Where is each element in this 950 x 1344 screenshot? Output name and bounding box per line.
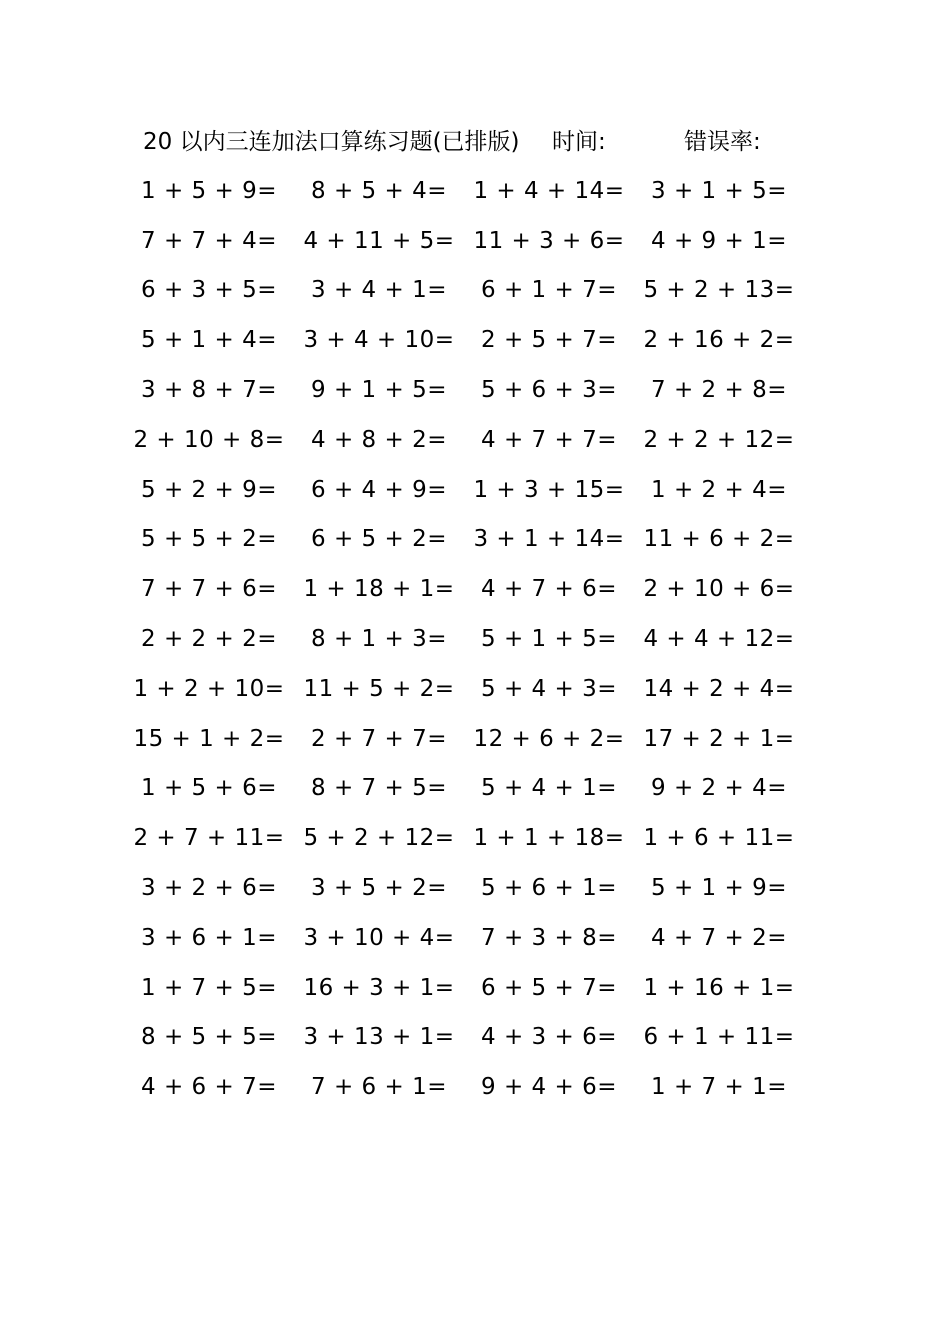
addition-problem: 4 + 9 + 1= — [651, 227, 787, 254]
addition-problem: 1 + 7 + 1= — [651, 1074, 787, 1101]
addition-problem: 1 + 3 + 15= — [473, 476, 625, 503]
problem-row — [124, 1062, 804, 1112]
addition-problem: 4 + 7 + 6= — [481, 576, 617, 603]
addition-problem: 11 + 6 + 2= — [643, 526, 795, 553]
addition-problem: 5 + 4 + 1= — [481, 775, 617, 802]
addition-problem: 6 + 3 + 5= — [141, 277, 277, 304]
problem-row — [124, 1013, 804, 1063]
addition-problem: 3 + 8 + 7= — [141, 377, 277, 404]
addition-problem: 5 + 2 + 13= — [643, 277, 795, 304]
addition-problem: 6 + 5 + 7= — [481, 974, 617, 1001]
addition-problem: 2 + 5 + 7= — [481, 327, 617, 354]
time-label: 时间: — [552, 129, 606, 155]
addition-problem: 5 + 6 + 1= — [481, 875, 617, 902]
addition-problem: 1 + 16 + 1= — [643, 974, 795, 1001]
problem-row — [124, 166, 804, 216]
worksheet-header — [143, 122, 783, 162]
addition-problem: 5 + 5 + 2= — [141, 526, 277, 553]
addition-problem: 5 + 1 + 4= — [141, 327, 277, 354]
addition-problem: 2 + 2 + 12= — [643, 426, 795, 453]
addition-problem: 6 + 1 + 7= — [481, 277, 617, 304]
problem-row — [124, 863, 804, 913]
addition-problem: 2 + 7 + 7= — [311, 725, 447, 752]
addition-problem: 2 + 7 + 11= — [133, 825, 285, 852]
addition-problem: 2 + 16 + 2= — [643, 327, 795, 354]
addition-problem: 7 + 7 + 4= — [141, 227, 277, 254]
addition-problem: 1 + 5 + 6= — [141, 775, 277, 802]
addition-problem: 4 + 8 + 2= — [311, 426, 447, 453]
addition-problem: 3 + 10 + 4= — [303, 924, 455, 951]
addition-problem: 14 + 2 + 4= — [643, 675, 795, 702]
addition-problem: 4 + 7 + 7= — [481, 426, 617, 453]
problem-row — [124, 216, 804, 266]
addition-problem: 3 + 6 + 1= — [141, 924, 277, 951]
addition-problem: 9 + 2 + 4= — [651, 775, 787, 802]
addition-problem: 7 + 7 + 6= — [141, 576, 277, 603]
addition-problem: 2 + 2 + 2= — [141, 626, 277, 653]
addition-problem: 1 + 1 + 18= — [473, 825, 625, 852]
problem-row — [124, 714, 804, 764]
addition-problem: 1 + 2 + 4= — [651, 476, 787, 503]
problem-row — [124, 564, 804, 614]
addition-problem: 15 + 1 + 2= — [133, 725, 285, 752]
worksheet-title: 20 以内三连加法口算练习题(已排版) — [143, 129, 520, 155]
addition-problem: 11 + 3 + 6= — [473, 227, 625, 254]
problem-row — [124, 365, 804, 415]
problem-row — [124, 913, 804, 963]
problem-grid — [124, 166, 804, 1112]
problem-row — [124, 415, 804, 465]
addition-problem: 7 + 2 + 8= — [651, 377, 787, 404]
problem-row — [124, 614, 804, 664]
addition-problem: 3 + 1 + 14= — [473, 526, 625, 553]
addition-problem: 11 + 5 + 2= — [303, 675, 455, 702]
addition-problem: 5 + 1 + 9= — [651, 875, 787, 902]
addition-problem: 6 + 5 + 2= — [311, 526, 447, 553]
addition-problem: 16 + 3 + 1= — [303, 974, 455, 1001]
addition-problem: 3 + 5 + 2= — [311, 875, 447, 902]
problem-row — [124, 664, 804, 714]
addition-problem: 9 + 4 + 6= — [481, 1074, 617, 1101]
addition-problem: 3 + 4 + 1= — [311, 277, 447, 304]
addition-problem: 1 + 7 + 5= — [141, 974, 277, 1001]
addition-problem: 17 + 2 + 1= — [643, 725, 795, 752]
problem-row — [124, 515, 804, 565]
error-rate-label: 错误率: — [684, 129, 761, 155]
addition-problem: 4 + 3 + 6= — [481, 1024, 617, 1051]
problem-row — [124, 963, 804, 1013]
addition-problem: 3 + 2 + 6= — [141, 875, 277, 902]
addition-problem: 1 + 4 + 14= — [473, 177, 625, 204]
addition-problem: 2 + 10 + 8= — [133, 426, 285, 453]
addition-problem: 7 + 3 + 8= — [481, 924, 617, 951]
addition-problem: 3 + 1 + 5= — [651, 177, 787, 204]
addition-problem: 4 + 6 + 7= — [141, 1074, 277, 1101]
addition-problem: 8 + 5 + 4= — [311, 177, 447, 204]
addition-problem: 6 + 1 + 11= — [643, 1024, 795, 1051]
addition-problem: 5 + 1 + 5= — [481, 626, 617, 653]
addition-problem: 8 + 5 + 5= — [141, 1024, 277, 1051]
addition-problem: 1 + 6 + 11= — [643, 825, 795, 852]
addition-problem: 9 + 1 + 5= — [311, 377, 447, 404]
problem-row — [124, 266, 804, 316]
problem-row — [124, 813, 804, 863]
addition-problem: 7 + 6 + 1= — [311, 1074, 447, 1101]
addition-problem: 1 + 2 + 10= — [133, 675, 285, 702]
problem-row — [124, 764, 804, 814]
addition-problem: 5 + 2 + 9= — [141, 476, 277, 503]
problem-row — [124, 315, 804, 365]
addition-problem: 2 + 10 + 6= — [643, 576, 795, 603]
addition-problem: 6 + 4 + 9= — [311, 476, 447, 503]
addition-problem: 3 + 4 + 10= — [303, 327, 455, 354]
addition-problem: 5 + 2 + 12= — [303, 825, 455, 852]
addition-problem: 1 + 18 + 1= — [303, 576, 455, 603]
addition-problem: 4 + 7 + 2= — [651, 924, 787, 951]
addition-problem: 8 + 7 + 5= — [311, 775, 447, 802]
addition-problem: 3 + 13 + 1= — [303, 1024, 455, 1051]
problem-row — [124, 465, 804, 515]
addition-problem: 4 + 11 + 5= — [303, 227, 455, 254]
addition-problem: 1 + 5 + 9= — [141, 177, 277, 204]
addition-problem: 12 + 6 + 2= — [473, 725, 625, 752]
addition-problem: 4 + 4 + 12= — [643, 626, 795, 653]
addition-problem: 5 + 6 + 3= — [481, 377, 617, 404]
addition-problem: 5 + 4 + 3= — [481, 675, 617, 702]
addition-problem: 8 + 1 + 3= — [311, 626, 447, 653]
